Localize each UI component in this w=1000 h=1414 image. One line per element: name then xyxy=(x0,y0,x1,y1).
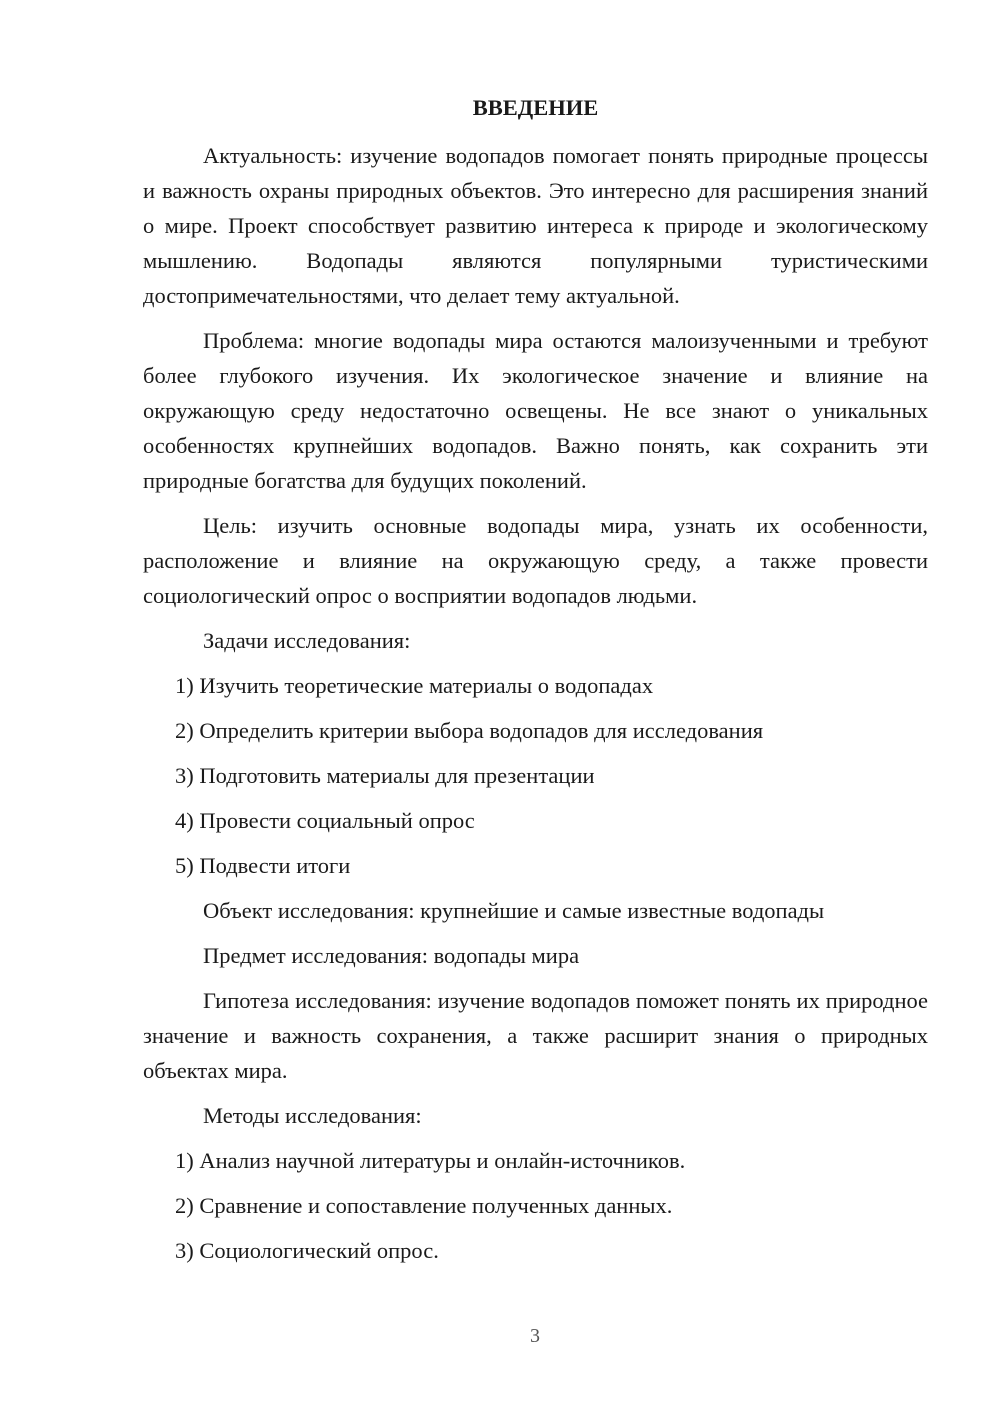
tasks-list xyxy=(143,668,928,883)
task-item: 3) Подготовить материалы для презентации xyxy=(175,763,595,788)
section-title: ВВЕДЕНИЕ xyxy=(472,95,599,120)
task-item: 4) Провести социальный опрос xyxy=(175,808,475,833)
subject-line: Предмет исследования: водопады мира xyxy=(203,943,580,968)
tasks-label: Задачи исследования: xyxy=(203,628,411,653)
document-page xyxy=(143,88,928,1278)
methods-label: Методы исследования: xyxy=(203,1103,422,1128)
task-item: 2) Определить критерии выбора водопадов для исследования xyxy=(175,718,764,743)
methods-list xyxy=(143,1143,928,1268)
task-item: 5) Подвести итоги xyxy=(175,853,351,878)
method-item: 3) Социологический опрос. xyxy=(175,1238,439,1263)
task-item: 1) Изучить теоретические материалы о водопадах xyxy=(175,673,654,698)
page-number: 3 xyxy=(530,1325,540,1347)
object-line: Объект исследования: крупнейшие и самые известные водопады xyxy=(203,898,825,923)
relevance-paragraph: Актуальность: изучение водопадов помогает понять природные процессы и важность охраны природных объектов. Это интересно для расширения знаний о мире. Проект способствует развитию интереса к природе и экологическому мышлению. Водопады являются популярными туристическими достопримечательностями, что делает тему актуальной. xyxy=(143,143,928,308)
method-item: 2) Сравнение и сопоставление полученных данных. xyxy=(175,1193,673,1218)
method-item: 1) Анализ научной литературы и онлайн-источников. xyxy=(175,1148,686,1173)
problem-paragraph: Проблема: многие водопады мира остаются малоизученными и требуют более глубокого изучения. Их экологическое значение и влияние на окружающую среду недостаточно освещены. Не все знают о уникальных особенностях крупнейших водопадов. Важно понять, как сохранить эти природные богатства для будущих поколений. xyxy=(143,328,928,493)
hypothesis-paragraph: Гипотеза исследования: изучение водопадов поможет понять их природное значение и важность сохранения, а также расширит знания о природных объектах мира. xyxy=(143,988,928,1083)
goal-paragraph: Цель: изучить основные водопады мира, узнать их особенности, расположение и влияние на окружающую среду, а также провести социологический опрос о восприятии водопадов людьми. xyxy=(143,513,928,608)
